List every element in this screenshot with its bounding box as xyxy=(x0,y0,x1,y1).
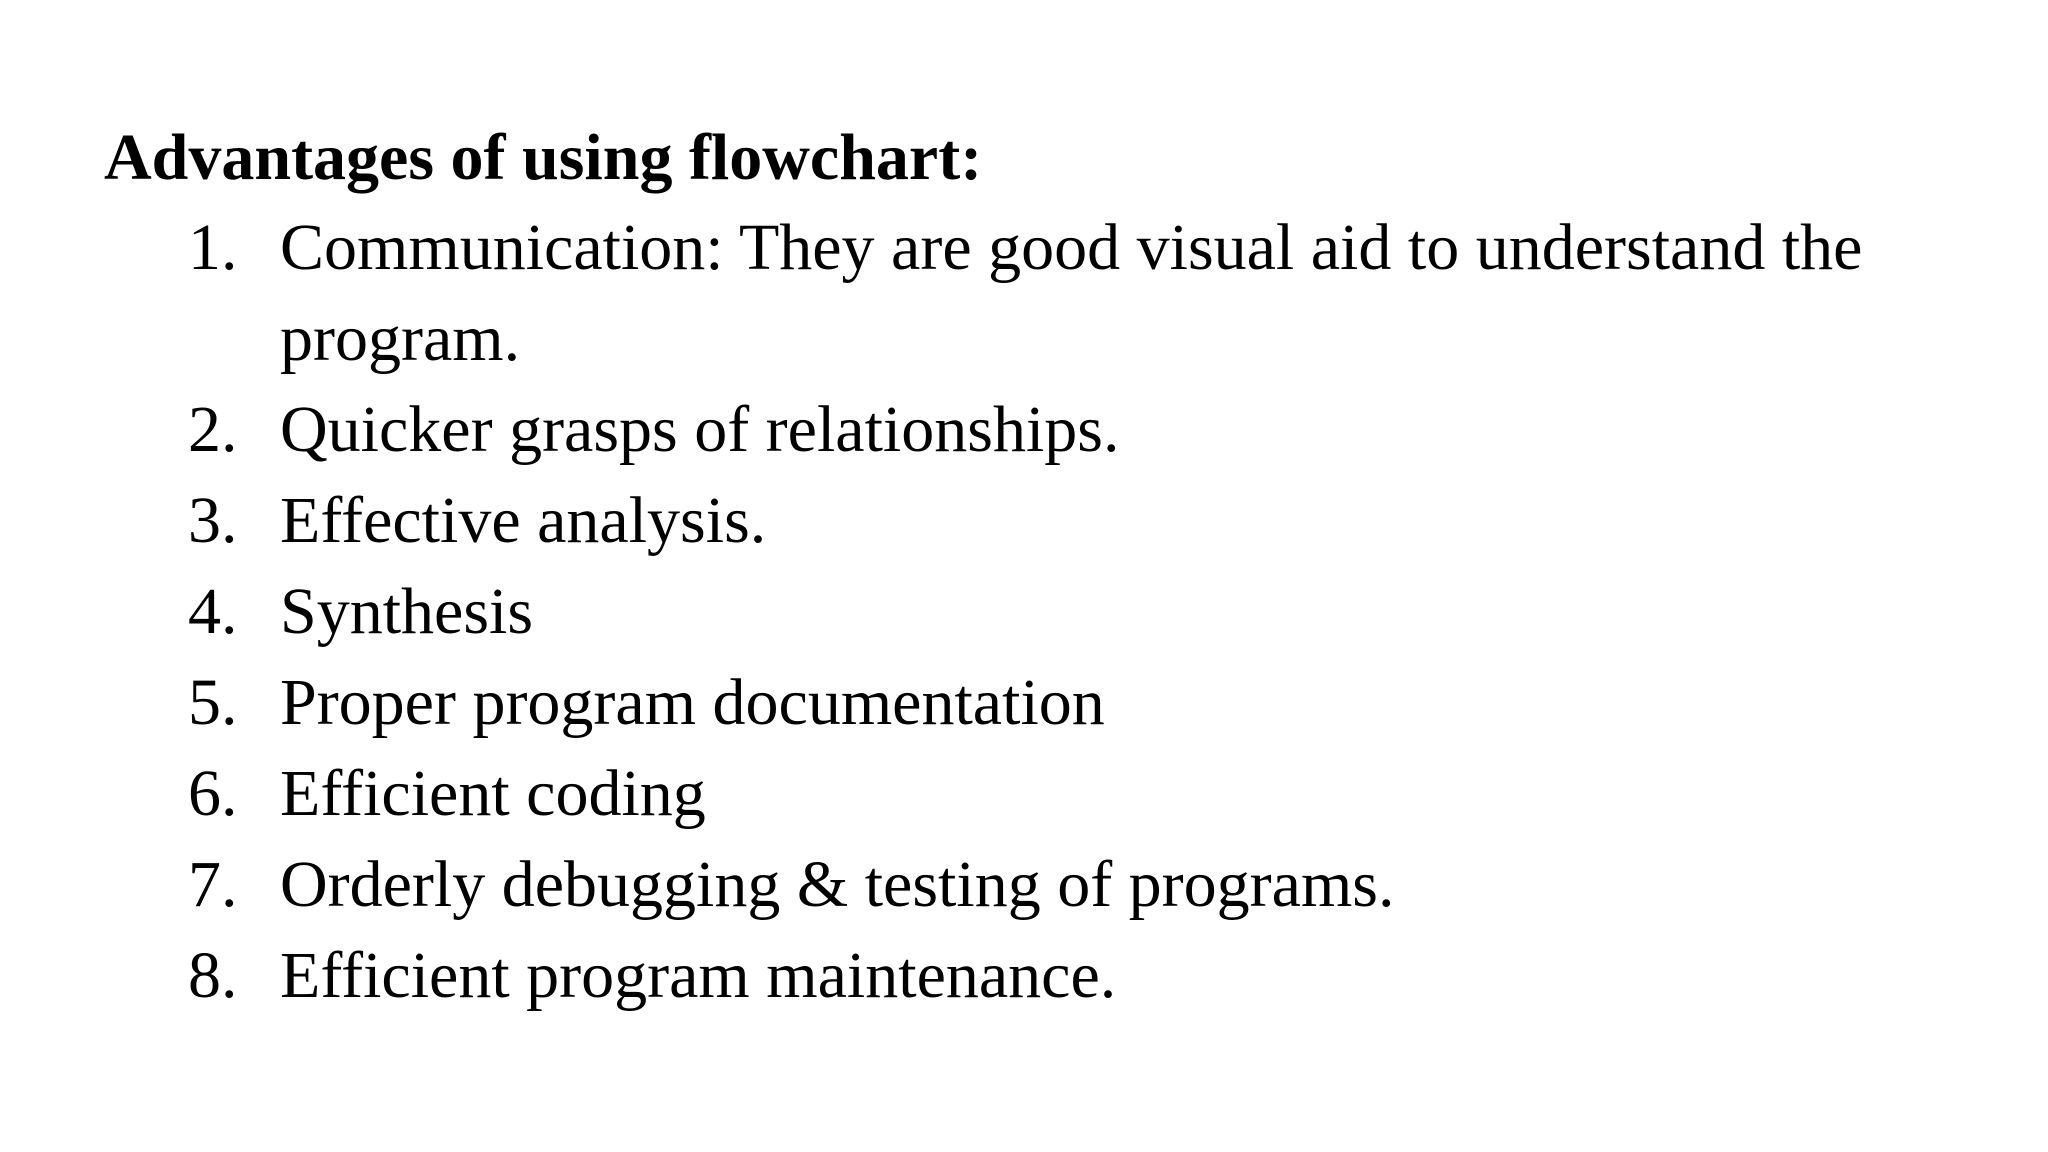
page-title: Advantages of using flowchart: xyxy=(104,121,983,194)
list-item-text: Synthesis xyxy=(280,575,534,648)
list-item-text: Communication: They are good visual aid to understand the program. xyxy=(280,211,1863,375)
list-item-number: 2. xyxy=(188,393,238,466)
list-item-number: 4. xyxy=(188,575,238,648)
list-item xyxy=(0,930,1980,1021)
list-item xyxy=(0,475,1980,566)
list-item xyxy=(0,657,1980,748)
list-item-text: Efficient coding xyxy=(280,757,706,830)
list-item xyxy=(0,566,1980,657)
list-item xyxy=(0,202,1980,384)
list-item-number: 5. xyxy=(188,666,238,739)
list-item-number: 3. xyxy=(188,484,238,557)
list-item-number: 6. xyxy=(188,757,238,830)
list-item xyxy=(0,748,1980,839)
list-item-text: Efficient program maintenance. xyxy=(280,939,1117,1012)
list-item xyxy=(0,384,1980,475)
list-item-number: 7. xyxy=(188,848,238,921)
list-item-number: 8. xyxy=(188,939,238,1012)
list-item-number: 1. xyxy=(188,211,238,284)
advantages-list xyxy=(0,202,2048,1021)
list-item-text: Effective analysis. xyxy=(280,484,767,557)
list-item-text: Proper program documentation xyxy=(280,666,1105,739)
list-item-text: Quicker grasps of relationships. xyxy=(280,393,1120,466)
list-item-text: Orderly debugging & testing of programs. xyxy=(280,848,1395,921)
list-item xyxy=(0,839,1980,930)
